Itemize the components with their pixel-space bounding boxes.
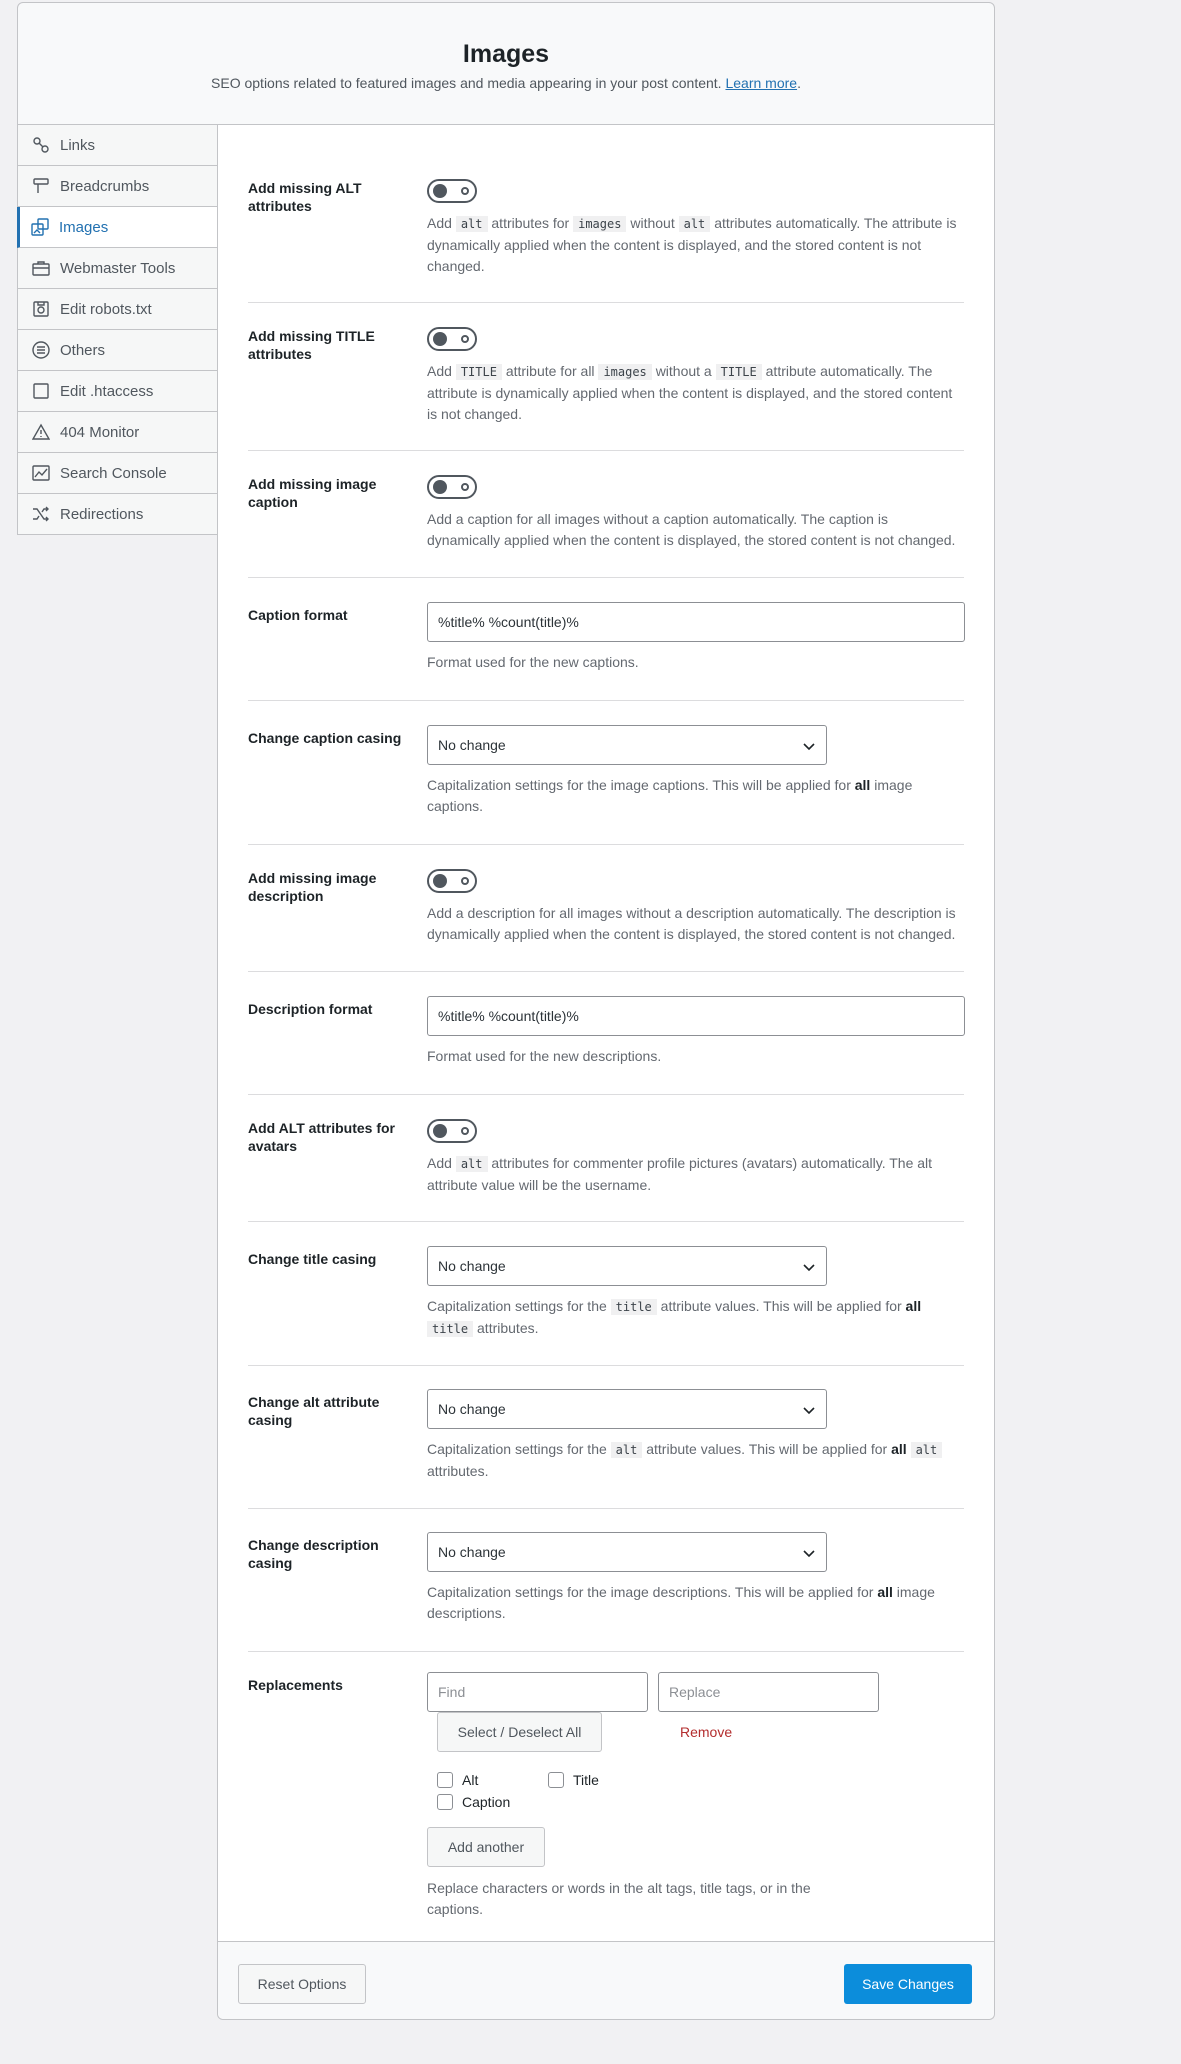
setting-row-replacements	[248, 1672, 964, 1927]
chevron-down-icon	[802, 1546, 816, 1560]
missing-caption-toggle[interactable]	[427, 475, 477, 499]
checkbox[interactable]	[548, 1772, 564, 1788]
sidebar-item-images[interactable]: Images	[17, 207, 218, 248]
setting-row-missing-description	[248, 869, 964, 972]
settings-page	[17, 2, 995, 2020]
setting-label: Replacements	[248, 1677, 343, 1693]
setting-description: Format used for the new descriptions.	[427, 1048, 662, 1064]
setting-row-missing-alt	[248, 179, 964, 303]
setting-label: Add missing image caption	[248, 476, 377, 510]
save-changes-button[interactable]: Save Changes	[844, 1964, 972, 2004]
checkbox[interactable]	[437, 1772, 453, 1788]
sidebar-item-breadcrumbs[interactable]: Breadcrumbs	[18, 166, 218, 207]
setting-description: Capitalization settings for the image captions. This will be applied for all image captions.	[427, 777, 913, 814]
form-footer	[218, 1941, 994, 2019]
chart-icon	[32, 464, 50, 482]
alt-casing-select[interactable]: No change	[427, 1389, 827, 1429]
setting-description: Capitalization settings for the image descriptions. This will be applied for all image descriptions.	[427, 1584, 935, 1621]
setting-label: Caption format	[248, 607, 348, 623]
caption-checkbox[interactable]: Caption	[437, 1794, 510, 1810]
setting-row-description-format	[248, 996, 964, 1095]
breadcrumb-icon	[32, 177, 50, 195]
robot-file-icon	[32, 300, 50, 318]
setting-label: Add missing ALT attributes	[248, 180, 362, 214]
sidebar-item-others[interactable]: Others	[18, 330, 218, 371]
page-subtitle: SEO options related to featured images and media appearing in your post content. Learn more.	[211, 75, 801, 91]
setting-row-missing-caption	[248, 475, 964, 578]
sidebar-item-webmaster-tools[interactable]: Webmaster Tools	[18, 248, 218, 289]
sidebar-item-redirections[interactable]: Redirections	[18, 494, 218, 535]
find-input[interactable]	[427, 1672, 648, 1712]
setting-row-title-casing	[248, 1246, 964, 1366]
setting-row-missing-title	[248, 327, 964, 451]
setting-description: Add a description for all images without a description automatically. The description is dynamically applied when the content is displayed, the stored content is not changed.	[427, 905, 956, 942]
toolbox-icon	[32, 259, 50, 277]
setting-description: Add alt attributes for images without alt attributes automatically. The attribute is dynamically applied when the content is displayed, and the stored content is not changed.	[427, 215, 957, 274]
avatars-alt-toggle[interactable]	[427, 1119, 477, 1143]
shuffle-icon	[32, 505, 50, 523]
caption-casing-select[interactable]: No change	[427, 725, 827, 765]
description-casing-select[interactable]: No change	[427, 1532, 827, 1572]
setting-label: Add missing image description	[248, 870, 377, 904]
sidebar-item-404-monitor[interactable]: 404 Monitor	[18, 412, 218, 453]
sidebar	[17, 125, 218, 535]
caption-format-input[interactable]	[427, 602, 965, 642]
sidebar-item-links[interactable]: Links	[18, 125, 218, 166]
setting-description: Capitalization settings for the alt attribute values. This will be applied for all alt attributes.	[427, 1439, 964, 1482]
title-checkbox[interactable]: Title	[548, 1772, 599, 1788]
setting-description: Replace characters or words in the alt tags, title tags, or in the captions.	[427, 1880, 811, 1917]
description-format-input[interactable]	[427, 996, 965, 1036]
missing-alt-toggle[interactable]	[427, 179, 477, 203]
setting-description: Add TITLE attribute for all images without a TITLE attribute automatically. The attribute is dynamically applied when the content is displayed, and the stored content is not changed.	[427, 363, 953, 422]
page-header	[17, 2, 995, 125]
settings-panel	[217, 125, 995, 2020]
link-icon	[32, 136, 50, 154]
checkbox[interactable]	[437, 1794, 453, 1810]
learn-more-link[interactable]: Learn more	[725, 75, 798, 91]
missing-description-toggle[interactable]	[427, 869, 477, 893]
chevron-down-icon	[802, 1403, 816, 1417]
setting-description: Add a caption for all images without a caption automatically. The caption is dynamically applied when the content is displayed, the stored content is not changed.	[427, 511, 956, 548]
setting-row-alt-casing	[248, 1389, 964, 1509]
setting-label: Change description casing	[248, 1537, 379, 1571]
setting-label: Description format	[248, 1001, 373, 1017]
warning-icon	[32, 423, 50, 441]
select-deselect-all-button[interactable]: Select / Deselect All	[437, 1712, 602, 1752]
remove-link[interactable]: Remove	[680, 1724, 733, 1740]
setting-description: Format used for the new captions.	[427, 654, 639, 670]
setting-row-avatars-alt	[248, 1119, 964, 1222]
add-another-button[interactable]: Add another	[427, 1827, 545, 1867]
setting-label: Add missing TITLE attributes	[248, 328, 375, 362]
setting-row-caption-casing	[248, 725, 964, 845]
setting-row-caption-format	[248, 602, 964, 701]
alt-checkbox[interactable]: Alt	[437, 1772, 478, 1788]
missing-title-toggle[interactable]	[427, 327, 477, 351]
setting-description: Add alt attributes for commenter profile pictures (avatars) automatically. The alt attribute value will be the username.	[427, 1155, 933, 1193]
chevron-down-icon	[802, 1260, 816, 1274]
setting-label: Change alt attribute casing	[248, 1394, 380, 1428]
file-icon	[32, 382, 50, 400]
setting-row-description-casing	[248, 1532, 964, 1652]
sidebar-item-edit-robots[interactable]: Edit robots.txt	[18, 289, 218, 330]
replace-input[interactable]	[658, 1672, 879, 1712]
setting-description: Capitalization settings for the title attribute values. This will be applied for all title attributes.	[427, 1298, 922, 1336]
title-casing-select[interactable]: No change	[427, 1246, 827, 1286]
reset-options-button[interactable]: Reset Options	[238, 1964, 366, 2004]
sidebar-item-edit-htaccess[interactable]: Edit .htaccess	[18, 371, 218, 412]
images-icon	[31, 218, 49, 236]
setting-label: Change title casing	[248, 1251, 377, 1267]
sidebar-item-search-console[interactable]: Search Console	[18, 453, 218, 494]
page-title: Images	[462, 40, 550, 68]
setting-label: Add ALT attributes for avatars	[248, 1120, 395, 1154]
list-circle-icon	[32, 341, 50, 359]
chevron-down-icon	[802, 739, 816, 753]
setting-label: Change caption casing	[248, 730, 402, 746]
